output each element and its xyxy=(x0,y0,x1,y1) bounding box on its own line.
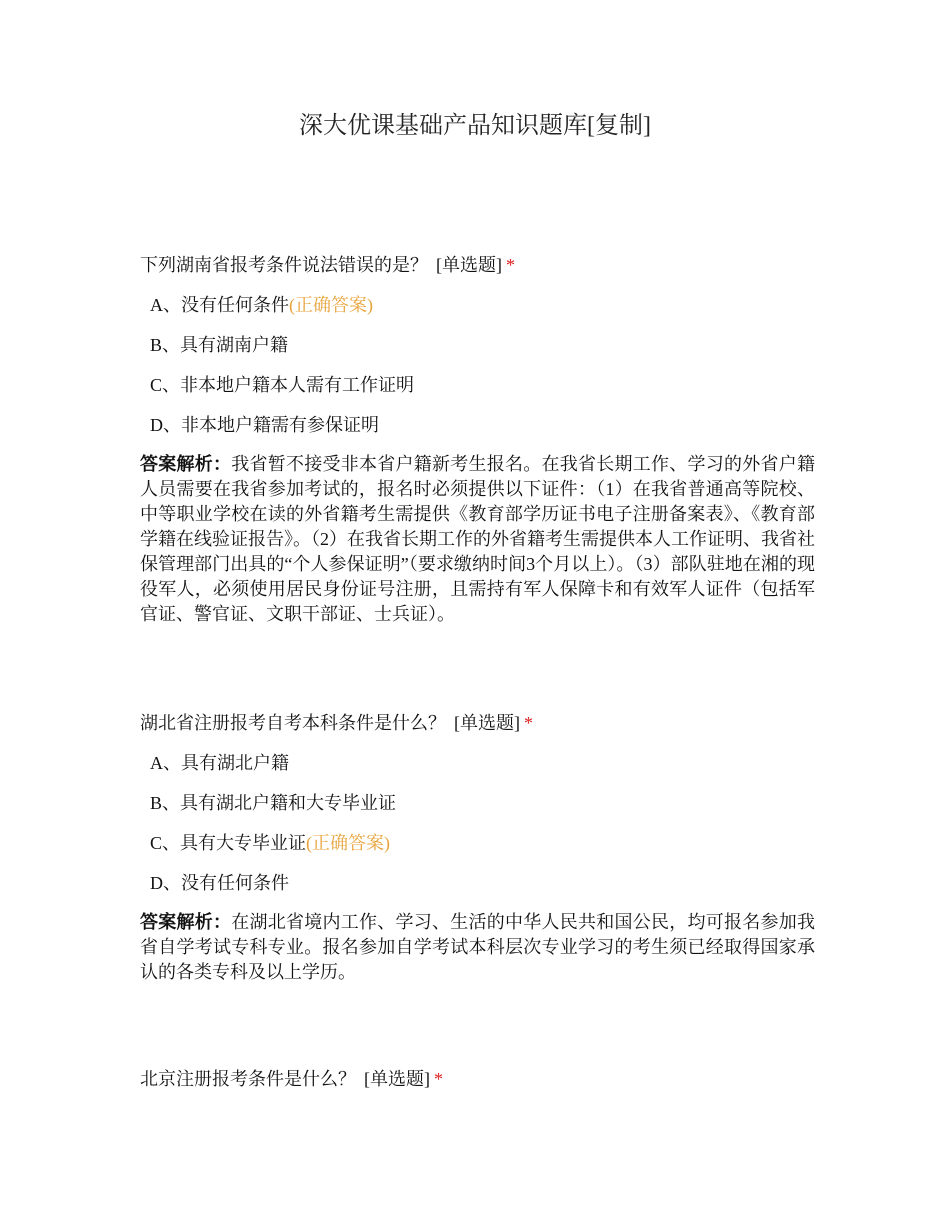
option-label: C、非本地户籍本人需有工作证明 xyxy=(150,375,415,395)
question-type-badge: [单选题] xyxy=(364,1069,430,1089)
option-label: B、具有湖南户籍 xyxy=(150,335,289,355)
option-label: D、非本地户籍需有参保证明 xyxy=(150,415,379,435)
question-title: 北京注册报考条件是什么？ xyxy=(140,1069,356,1089)
page-title: 深大优课基础产品知识题库[复制] xyxy=(299,113,651,139)
analysis-label: 答案解析： xyxy=(140,454,232,474)
question-2-title-row xyxy=(140,710,815,736)
required-mark: * xyxy=(524,713,533,733)
option-a xyxy=(140,292,815,332)
option-label: A、具有湖北户籍 xyxy=(150,753,289,773)
correct-answer-tag: (正确答案) xyxy=(289,295,373,315)
option-d xyxy=(140,870,815,910)
analysis-text: 在湖北省境内工作、学习、生活的中华人民共和国公民，均可报名参加我省自学考试专科专业。报名参加自学考试本科层次专业学习的考生须已经取得国家承认的各类专科及以上学历。 xyxy=(140,912,815,982)
question-type-badge: [单选题] xyxy=(454,713,520,733)
option-c xyxy=(140,830,815,870)
option-b xyxy=(140,332,815,372)
required-mark: * xyxy=(434,1069,443,1089)
question-type-badge: [单选题] xyxy=(436,255,502,275)
question-3-title-row xyxy=(140,1066,815,1092)
correct-answer-tag: (正确答案) xyxy=(306,833,391,853)
question-3 xyxy=(140,1066,815,1106)
question-1 xyxy=(140,252,815,627)
option-label: D、没有任何条件 xyxy=(150,873,289,893)
option-label: A、没有任何条件 xyxy=(150,295,289,315)
answer-analysis xyxy=(140,910,815,985)
question-title: 湖北省注册报考自考本科条件是什么？ xyxy=(140,713,446,733)
option-a xyxy=(140,750,815,790)
option-label: B、具有湖北户籍和大专毕业证 xyxy=(150,793,397,813)
option-b xyxy=(140,790,815,830)
option-c xyxy=(140,372,815,412)
question-title: 下列湖南省报考条件说法错误的是？ xyxy=(140,255,428,275)
answer-analysis xyxy=(140,452,815,627)
analysis-text: 我省暂不接受非本省户籍新考生报名。在我省长期工作、学习的外省户籍人员需要在我省参加考试的，报名时必须提供以下证件：（1）在我省普通高等院校、中等职业学校在读的外省籍考生需提供《教育部学历证书电子注册备案表》、《教育部学籍在线验证报告》。（2）在我省长期工作的外省籍考生需提供本人工作证明、我省社保管理部门出具的“个人参保证明”（要求缴纳时间3个月以上）。（3）部队驻地在湘的现役军人，必须使用居民身份证号注册，且需持有军人保障卡和有效军人证件（包括军官证、警官证、文职干部证、士兵证）。 xyxy=(140,454,815,624)
option-d xyxy=(140,412,815,452)
analysis-label: 答案解析： xyxy=(140,912,232,932)
option-label: C、具有大专毕业证 xyxy=(150,833,307,853)
question-1-title-row xyxy=(140,252,815,278)
question-2 xyxy=(140,710,815,985)
required-mark: * xyxy=(506,255,515,275)
